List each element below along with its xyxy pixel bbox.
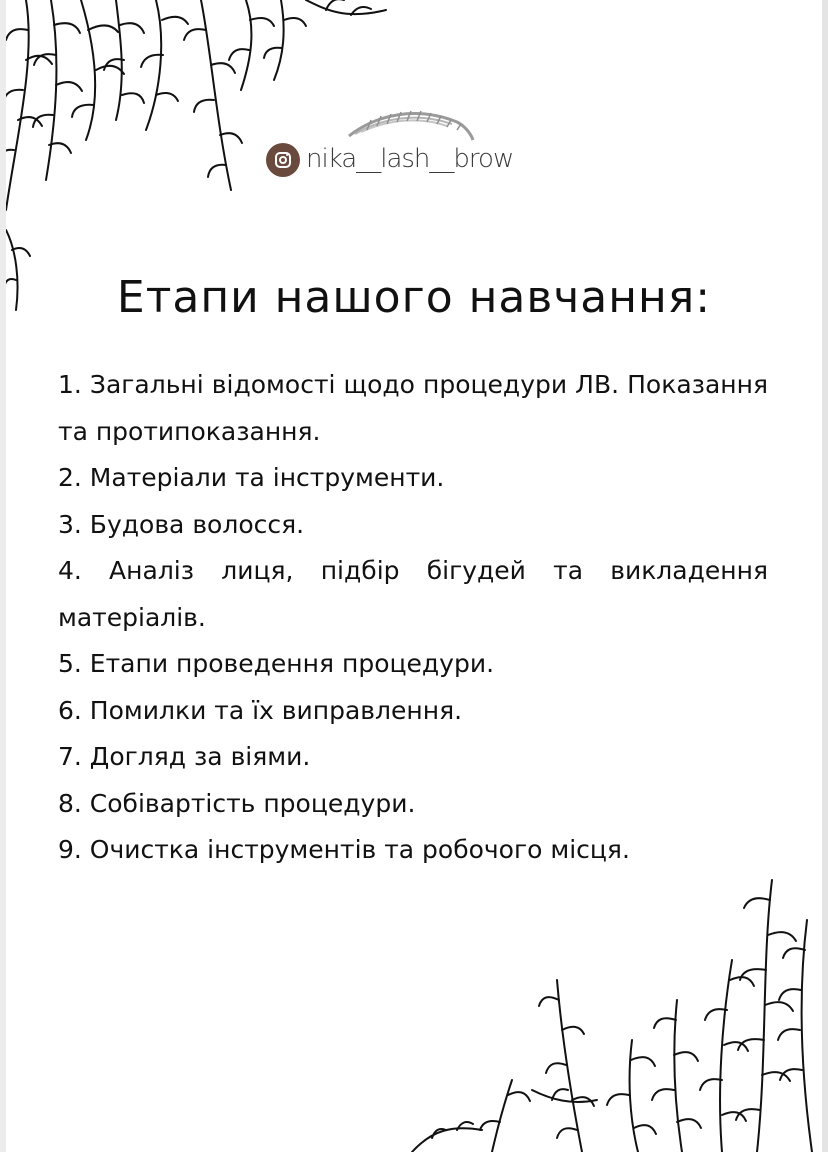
steps-list bbox=[58, 362, 768, 874]
page-title: Етапи нашого навчання: bbox=[116, 272, 712, 323]
list-item: 8. Собівартість процедури. bbox=[58, 788, 416, 818]
page-edge bbox=[822, 0, 828, 1152]
brand-block bbox=[261, 100, 561, 180]
eyebrow-icon bbox=[347, 104, 477, 144]
list-item: 4. Аналіз лиця, підбір бігудей та викладення матеріалів. bbox=[58, 556, 768, 632]
list-item: 6. Помилки та їх виправлення. bbox=[58, 695, 463, 725]
list-item: 1. Загальні відомості щодо процедури ЛВ. Показання та протипоказання. bbox=[58, 370, 768, 446]
document-page bbox=[6, 0, 822, 1152]
list-item: 5. Етапи проведення процедури. bbox=[58, 649, 495, 678]
list-item: 9. Очистка інструментів та робочого місця. bbox=[58, 835, 630, 864]
leaf-branches-bottom-right bbox=[402, 860, 822, 1152]
instagram-handle[interactable]: nika__lash__brow bbox=[306, 144, 514, 174]
list-item: 7. Догляд за віями. bbox=[58, 742, 311, 771]
list-item: 3. Будова волосся. bbox=[58, 509, 305, 539]
list-item: 2. Матеріали та інструменти. bbox=[58, 463, 445, 492]
instagram-icon bbox=[266, 143, 300, 177]
